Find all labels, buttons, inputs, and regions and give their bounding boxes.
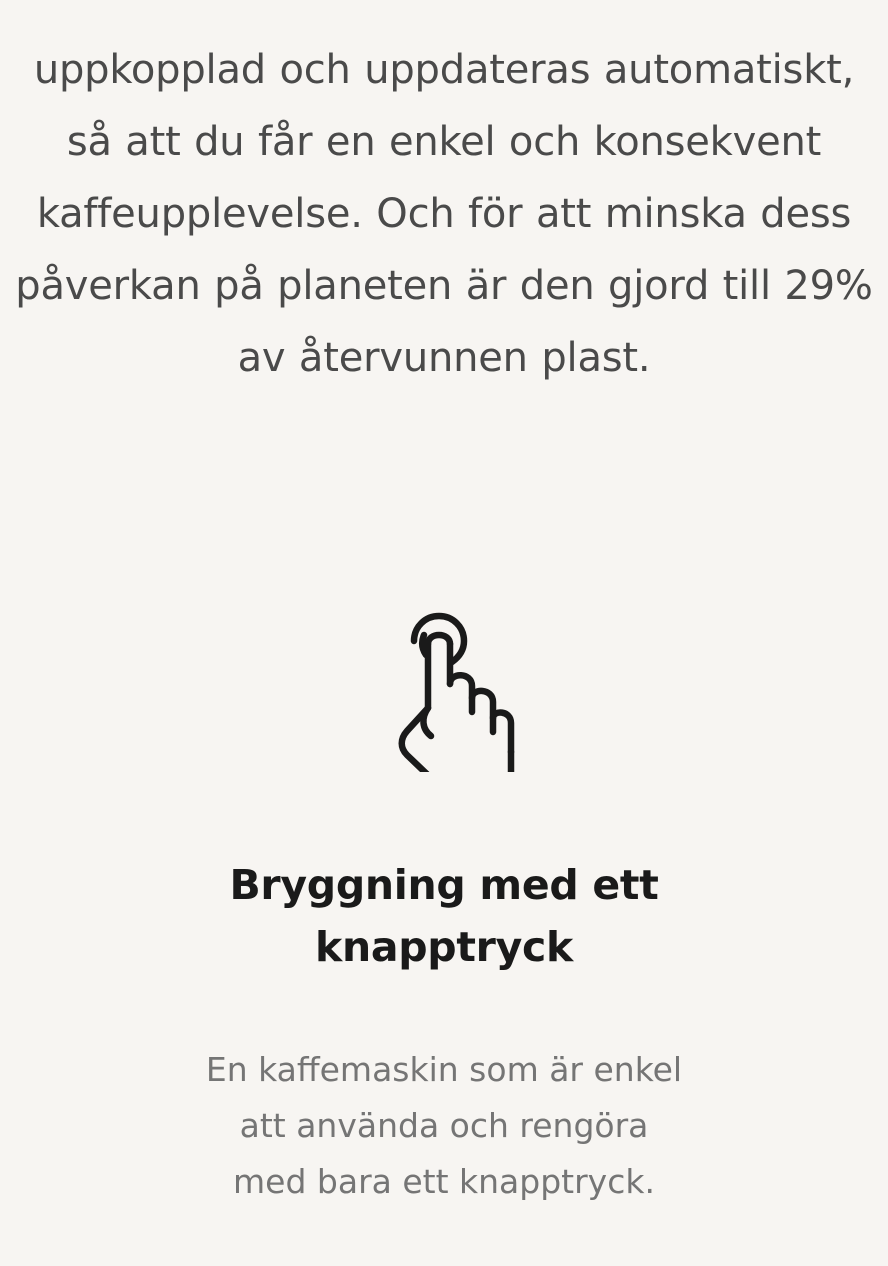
intro-paragraph: uppkopplad och uppdateras automatiskt, så att du får en enkel och konsekvent kaffeupplevelse. Och för att minska dess påverkan på planeten är den gjord till 29% av återvunnen plast. [15, 47, 873, 381]
feature-card [0, 592, 888, 1243]
feature-title: Bryggning med ett knapptryck [229, 861, 659, 971]
intro-section [0, 0, 888, 434]
feature-description: En kaffemaskin som är enkel att använda och rengöra med bara ett knapptryck. [205, 1050, 683, 1202]
one-touch-tap-hand-icon [369, 592, 519, 772]
